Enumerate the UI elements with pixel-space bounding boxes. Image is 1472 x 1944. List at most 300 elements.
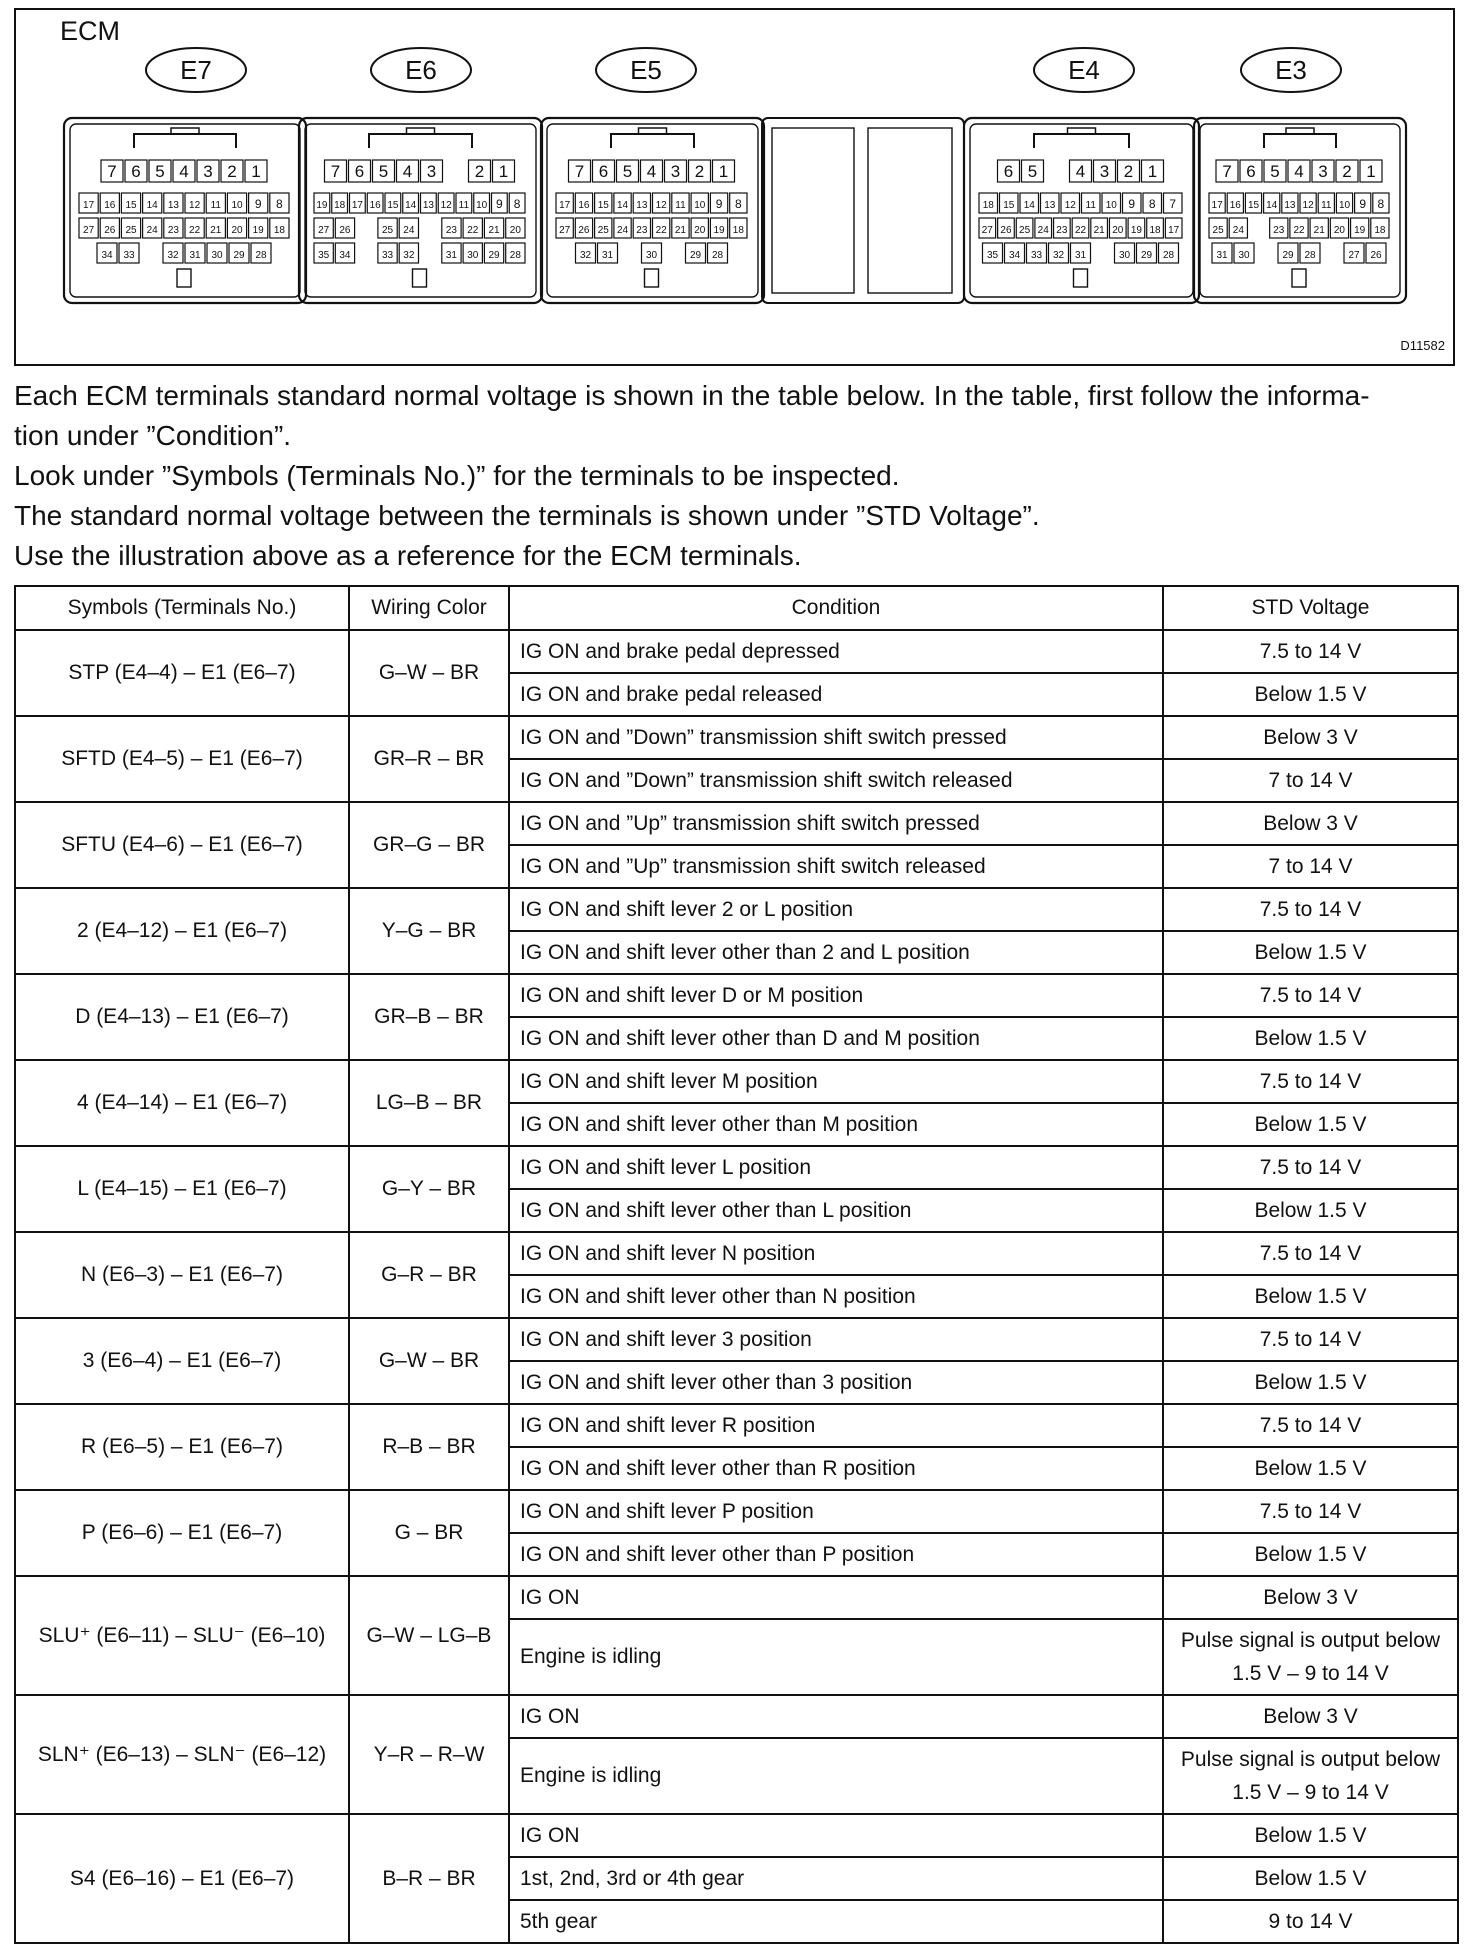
connector-label: E5 [630, 55, 662, 85]
symbol-cell: SLN⁺ (E6–13) – SLN⁻ (E6–12) [15, 1695, 349, 1814]
terminal-pin-number: 11 [458, 200, 470, 211]
symbol-cell: S4 (E6–16) – E1 (E6–7) [15, 1814, 349, 1943]
connector-latch [1264, 134, 1336, 148]
connector-latch [1034, 134, 1129, 148]
wiring-color-cell: G–R – BR [349, 1232, 509, 1318]
std-voltage-cell: Below 1.5 V [1163, 1857, 1458, 1900]
terminal-pin-number: 4 [402, 162, 413, 181]
connector-key [645, 269, 659, 287]
diagram-code: D11582 [1400, 338, 1445, 353]
terminal-pin-number: 25 [1212, 225, 1224, 236]
terminal-pin-number: 31 [189, 250, 201, 261]
terminal-pin-number: 15 [1003, 200, 1015, 211]
terminal-pin-number: 8 [735, 197, 742, 211]
std-voltage-cell: 7.5 to 14 V [1163, 1404, 1458, 1447]
terminal-pin-number: 28 [1162, 250, 1175, 261]
std-voltage-cell: Below 3 V [1163, 1576, 1458, 1619]
terminal-pin-number: 15 [387, 200, 399, 211]
terminal-pin-number: 16 [369, 200, 381, 211]
table-row [15, 1814, 1458, 1857]
table-row [15, 1232, 1458, 1275]
terminal-pin-number: 30 [1118, 250, 1131, 261]
terminal-pin-number: 8 [513, 197, 521, 211]
connector-label: E3 [1275, 55, 1307, 85]
condition-cell: IG ON and shift lever P position [509, 1490, 1163, 1533]
wiring-color-cell: Y–G – BR [349, 888, 509, 974]
terminal-pin-number: 11 [1321, 200, 1332, 211]
std-voltage-cell: Below 1.5 V [1163, 1814, 1458, 1857]
terminal-pin-number: 32 [167, 250, 179, 261]
terminal-pin-number: 23 [1273, 225, 1285, 236]
std-voltage-cell: Below 1.5 V [1163, 931, 1458, 974]
condition-cell: Engine is idling [509, 1619, 1163, 1695]
terminal-pin-number: 17 [1168, 225, 1180, 236]
terminal-pin-number: 15 [1247, 200, 1260, 211]
terminal-pin-number: 19 [713, 225, 725, 236]
table-row [15, 1146, 1458, 1189]
std-voltage-cell: Pulse signal is output below 1.5 V – 9 to 14 V [1163, 1738, 1458, 1814]
terminal-pin-number: 34 [339, 250, 351, 261]
wiring-color-cell: G – BR [349, 1490, 509, 1576]
terminal-pin-number: 21 [1093, 225, 1105, 236]
symbol-cell: N (E6–3) – E1 (E6–7) [15, 1232, 349, 1318]
condition-cell: IG ON and ”Up” transmission shift switch pressed [509, 802, 1163, 845]
terminal-pin-number: 27 [83, 225, 95, 236]
terminal-pin-number: 10 [476, 200, 488, 211]
terminal-pin-number: 24 [616, 225, 629, 236]
terminal-pin-number: 6 [131, 162, 141, 181]
terminal-pin-number: 18 [732, 225, 744, 236]
connector-key [413, 269, 427, 287]
terminal-pin-number: 30 [467, 250, 479, 261]
terminal-pin-number: 5 [1027, 162, 1038, 181]
terminal-pin-number: 4 [646, 162, 657, 181]
terminal-pin-number: 10 [694, 200, 706, 211]
table-row [15, 1318, 1458, 1361]
terminal-pin-number: 4 [179, 162, 189, 181]
terminal-pin-number: 5 [378, 162, 389, 181]
connector-label: E6 [405, 55, 437, 85]
terminal-pin-number: 18 [1149, 225, 1161, 236]
terminal-pin-number: 14 [616, 200, 629, 211]
terminal-pin-number: 17 [559, 200, 571, 211]
condition-cell: IG ON and shift lever other than N position [509, 1275, 1163, 1318]
terminal-pin-number: 10 [231, 200, 243, 211]
condition-cell: IG ON and shift lever other than R position [509, 1447, 1163, 1490]
std-voltage-cell: Below 3 V [1163, 1695, 1458, 1738]
intro-line: The standard normal voltage between the terminals is shown under ”STD Voltage”. [14, 500, 1040, 531]
terminal-pin-number: 4 [1075, 162, 1086, 181]
terminal-pin-number: 3 [1099, 162, 1110, 181]
terminal-pin-number: 26 [578, 225, 590, 236]
terminal-pin-number: 9 [1128, 197, 1136, 211]
terminal-pin-number: 3 [203, 162, 213, 181]
terminal-pin-number: 22 [189, 225, 201, 236]
terminal-pin-number: 29 [1140, 250, 1153, 261]
terminal-pin-number: 29 [689, 250, 702, 261]
terminal-pin-number: 7 [107, 162, 117, 181]
terminal-pin-number: 6 [1003, 162, 1014, 181]
terminal-pin-number: 10 [1105, 200, 1117, 211]
std-voltage-cell: Below 3 V [1163, 802, 1458, 845]
header-std-voltage: STD Voltage [1163, 586, 1458, 630]
terminal-pin-number: 35 [318, 250, 330, 261]
condition-cell: IG ON and brake pedal released [509, 673, 1163, 716]
ecm-connector-diagram [14, 8, 1455, 366]
header-symbols: Symbols (Terminals No.) [15, 586, 349, 630]
terminal-pin-number: 18 [273, 225, 285, 236]
terminal-pin-number: 13 [422, 200, 434, 211]
std-voltage-cell: 7 to 14 V [1163, 759, 1458, 802]
wiring-color-cell: GR–R – BR [349, 716, 509, 802]
terminal-pin-number: 14 [405, 200, 417, 211]
condition-cell: IG ON and shift lever 2 or L position [509, 888, 1163, 931]
terminal-pin-number: 9 [496, 197, 503, 211]
terminal-pin-number: 2 [227, 162, 237, 181]
terminal-pin-number: 16 [104, 200, 116, 211]
intro-line: tion under ”Condition”. [14, 420, 292, 451]
terminal-pin-number: 29 [1282, 250, 1294, 261]
terminal-pin-number: 28 [1304, 250, 1316, 261]
terminal-pin-number: 32 [403, 250, 415, 261]
condition-cell: IG ON [509, 1576, 1163, 1619]
blank-housing [762, 118, 964, 303]
condition-cell: IG ON and shift lever D or M position [509, 974, 1163, 1017]
condition-cell: IG ON and shift lever other than 3 position [509, 1361, 1163, 1404]
terminal-pin-number: 32 [1052, 250, 1065, 261]
terminal-pin-number: 2 [1342, 162, 1352, 181]
terminal-pin-number: 24 [1232, 225, 1244, 236]
std-voltage-cell: 7.5 to 14 V [1163, 1232, 1458, 1275]
std-voltage-cell: 7.5 to 14 V [1163, 630, 1458, 673]
terminal-voltage-table [14, 585, 1459, 1944]
terminal-pin-number: 5 [1270, 162, 1280, 181]
condition-cell: IG ON and ”Down” transmission shift switch released [509, 759, 1163, 802]
symbol-cell: 4 (E4–14) – E1 (E6–7) [15, 1060, 349, 1146]
table-row [15, 1695, 1458, 1738]
wiring-color-cell: B–R – BR [349, 1814, 509, 1943]
terminal-pin-number: 1 [1366, 162, 1376, 181]
wiring-color-cell: Y–R – R–W [349, 1695, 509, 1814]
std-voltage-cell: Below 1.5 V [1163, 1103, 1458, 1146]
condition-cell: Engine is idling [509, 1738, 1163, 1814]
wiring-color-cell: G–W – LG–B [349, 1576, 509, 1695]
std-voltage-cell: 9 to 14 V [1163, 1900, 1458, 1943]
terminal-pin-number: 35 [986, 250, 999, 261]
connector-latch [134, 134, 236, 148]
terminal-pin-number: 22 [467, 225, 479, 236]
table-row [15, 1060, 1458, 1103]
connector-latch [369, 134, 472, 148]
terminal-pin-number: 13 [167, 200, 179, 211]
std-voltage-cell: 7.5 to 14 V [1163, 1490, 1458, 1533]
table-row [15, 716, 1458, 759]
table-row [15, 1490, 1458, 1533]
terminal-pin-number: 5 [622, 162, 633, 181]
terminal-pin-number: 1 [498, 162, 509, 181]
terminal-pin-number: 4 [1294, 162, 1304, 181]
terminal-pin-number: 8 [276, 197, 283, 211]
condition-cell: IG ON [509, 1695, 1163, 1738]
condition-cell: IG ON [509, 1814, 1163, 1857]
condition-cell: IG ON and shift lever other than P position [509, 1533, 1163, 1576]
terminal-pin-number: 18 [334, 200, 346, 211]
terminal-pin-number: 28 [255, 250, 267, 261]
terminal-pin-number: 9 [1359, 197, 1367, 211]
terminal-pin-number: 2 [694, 162, 705, 181]
terminal-pin-number: 19 [316, 200, 328, 211]
table-row [15, 1404, 1458, 1447]
condition-cell: IG ON and shift lever other than M position [509, 1103, 1163, 1146]
terminal-pin-number: 5 [155, 162, 165, 181]
terminal-pin-number: 26 [1000, 225, 1012, 236]
terminal-pin-number: 31 [601, 250, 614, 261]
symbol-cell: 3 (E6–4) – E1 (E6–7) [15, 1318, 349, 1404]
std-voltage-cell: Pulse signal is output below 1.5 V – 9 to 14 V [1163, 1619, 1458, 1695]
terminal-pin-number: 27 [981, 225, 993, 236]
terminal-pin-number: 25 [381, 225, 394, 236]
wiring-color-cell: G–Y – BR [349, 1146, 509, 1232]
std-voltage-cell: 7.5 to 14 V [1163, 974, 1458, 1017]
terminal-pin-number: 26 [104, 225, 116, 236]
terminal-pin-number: 34 [1008, 250, 1021, 261]
terminal-pin-number: 29 [488, 250, 500, 261]
terminal-pin-number: 3 [426, 162, 437, 181]
terminal-pin-number: 23 [636, 225, 648, 236]
terminal-pin-number: 18 [1374, 225, 1386, 236]
connector-key [1292, 269, 1306, 287]
table-row [15, 888, 1458, 931]
terminal-pin-number: 16 [1229, 200, 1241, 211]
intro-line: Look under ”Symbols (Terminals No.)” for the terminals to be inspected. [14, 460, 900, 491]
terminal-pin-number: 21 [210, 225, 222, 236]
terminal-pin-number: 14 [146, 200, 158, 211]
wiring-color-cell: LG–B – BR [349, 1060, 509, 1146]
terminal-pin-number: 1 [1147, 162, 1158, 181]
std-voltage-cell: 7.5 to 14 V [1163, 888, 1458, 931]
terminal-pin-number: 11 [210, 200, 221, 211]
terminal-pin-number: 25 [1019, 225, 1031, 236]
terminal-pin-number: 9 [254, 197, 262, 211]
terminal-pin-number: 33 [1030, 250, 1043, 261]
terminal-pin-number: 15 [125, 200, 137, 211]
condition-cell: IG ON and shift lever other than L position [509, 1189, 1163, 1232]
connector-label: E7 [180, 55, 212, 85]
condition-cell: IG ON and shift lever other than D and M position [509, 1017, 1163, 1060]
terminal-pin-number: 14 [1023, 200, 1035, 211]
wiring-color-cell: G–W – BR [349, 630, 509, 716]
table-row [15, 1576, 1458, 1619]
terminal-pin-number: 17 [83, 200, 95, 211]
std-voltage-cell: Below 1.5 V [1163, 1189, 1458, 1232]
terminal-pin-number: 10 [1338, 200, 1351, 211]
terminal-pin-number: 17 [1211, 200, 1223, 211]
std-voltage-cell: Below 1.5 V [1163, 1361, 1458, 1404]
terminal-pin-number: 6 [1246, 162, 1256, 181]
terminal-pin-number: 31 [445, 250, 458, 261]
terminal-pin-number: 22 [655, 225, 667, 236]
terminal-pin-number: 11 [675, 200, 686, 211]
terminal-pin-number: 13 [1284, 200, 1296, 211]
symbol-cell: SFTU (E4–6) – E1 (E6–7) [15, 802, 349, 888]
terminal-pin-number: 20 [1333, 225, 1346, 236]
intro-line: Each ECM terminals standard normal voltage is shown in the table below. In the table, first follow the informa- [14, 380, 1370, 411]
terminal-pin-number: 25 [125, 225, 137, 236]
terminal-pin-number: 14 [1266, 200, 1278, 211]
terminal-pin-number: 2 [474, 162, 485, 181]
terminal-pin-number: 1 [251, 162, 261, 181]
terminal-pin-number: 29 [233, 250, 245, 261]
symbol-cell: L (E4–15) – E1 (E6–7) [15, 1146, 349, 1232]
condition-cell: IG ON and ”Down” transmission shift switch pressed [509, 716, 1163, 759]
terminal-pin-number: 33 [381, 250, 394, 261]
condition-cell: 5th gear [509, 1900, 1163, 1943]
terminal-pin-number: 20 [694, 225, 706, 236]
terminal-pin-number: 7 [1222, 162, 1232, 181]
terminal-pin-number: 11 [1085, 200, 1096, 211]
terminal-pin-number: 6 [598, 162, 609, 181]
terminal-pin-number: 31 [1216, 250, 1228, 261]
condition-cell: IG ON and shift lever R position [509, 1404, 1163, 1447]
table-header-row [15, 586, 1458, 630]
terminal-pin-number: 16 [578, 200, 590, 211]
terminal-pin-number: 23 [1056, 225, 1068, 236]
terminal-pin-number: 1 [718, 162, 729, 181]
terminal-pin-number: 7 [574, 162, 585, 181]
terminal-pin-number: 12 [1064, 200, 1076, 211]
terminal-pin-number: 12 [440, 200, 452, 211]
terminal-pin-number: 19 [1130, 225, 1142, 236]
terminal-pin-number: 20 [231, 225, 243, 236]
wiring-color-cell: R–B – BR [349, 1404, 509, 1490]
std-voltage-cell: 7.5 to 14 V [1163, 1060, 1458, 1103]
terminal-pin-number: 19 [252, 225, 264, 236]
connector-latch [611, 134, 694, 148]
terminal-pin-number: 30 [645, 250, 658, 261]
terminal-pin-number: 18 [982, 200, 994, 211]
table-row [15, 630, 1458, 673]
terminal-pin-number: 25 [597, 225, 609, 236]
terminal-pin-number: 27 [318, 225, 330, 236]
terminal-pin-number: 31 [1074, 250, 1087, 261]
symbol-cell: 2 (E4–12) – E1 (E6–7) [15, 888, 349, 974]
std-voltage-cell: Below 1.5 V [1163, 673, 1458, 716]
terminal-pin-number: 22 [1074, 225, 1087, 236]
terminal-pin-number: 19 [1354, 225, 1366, 236]
terminal-pin-number: 24 [403, 225, 415, 236]
std-voltage-cell: Below 1.5 V [1163, 1275, 1458, 1318]
terminal-pin-number: 24 [1037, 225, 1049, 236]
condition-cell: IG ON and shift lever other than 2 and L position [509, 931, 1163, 974]
terminal-pin-number: 15 [597, 200, 609, 211]
condition-cell: IG ON and brake pedal depressed [509, 630, 1163, 673]
terminal-pin-number: 13 [636, 200, 648, 211]
std-voltage-cell: 7 to 14 V [1163, 845, 1458, 888]
symbol-cell: P (E6–6) – E1 (E6–7) [15, 1490, 349, 1576]
terminal-pin-number: 27 [1348, 250, 1360, 261]
wiring-color-cell: GR–B – BR [349, 974, 509, 1060]
condition-cell: IG ON and shift lever M position [509, 1060, 1163, 1103]
terminal-pin-number: 23 [167, 225, 179, 236]
connector-label: E4 [1068, 55, 1100, 85]
condition-cell: IG ON and shift lever L position [509, 1146, 1163, 1189]
terminal-pin-number: 30 [211, 250, 223, 261]
diagram-title: ECM [60, 16, 120, 46]
condition-cell: IG ON and shift lever 3 position [509, 1318, 1163, 1361]
terminal-pin-number: 12 [655, 200, 667, 211]
std-voltage-cell: 7.5 to 14 V [1163, 1318, 1458, 1361]
terminal-pin-number: 33 [123, 250, 135, 261]
terminal-pin-number: 2 [1123, 162, 1134, 181]
condition-cell: IG ON and ”Up” transmission shift switch released [509, 845, 1163, 888]
std-voltage-cell: Below 1.5 V [1163, 1447, 1458, 1490]
terminal-pin-number: 21 [674, 225, 687, 236]
terminal-pin-number: 3 [670, 162, 681, 181]
symbol-cell: SFTD (E4–5) – E1 (E6–7) [15, 716, 349, 802]
header-condition: Condition [509, 586, 1163, 630]
symbol-cell: STP (E4–4) – E1 (E6–7) [15, 630, 349, 716]
terminal-pin-number: 22 [1293, 225, 1305, 236]
intro-line: Use the illustration above as a reference for the ECM terminals. [14, 540, 802, 571]
terminal-pin-number: 24 [146, 225, 158, 236]
terminal-pin-number: 26 [1370, 250, 1382, 261]
intro-text [14, 376, 1459, 576]
table-row [15, 802, 1458, 845]
condition-cell: IG ON and shift lever N position [509, 1232, 1163, 1275]
terminal-pin-number: 8 [1148, 197, 1156, 211]
std-voltage-cell: Below 1.5 V [1163, 1017, 1458, 1060]
wiring-color-cell: GR–G – BR [349, 802, 509, 888]
terminal-pin-number: 23 [445, 225, 458, 236]
terminal-pin-number: 21 [1313, 225, 1325, 236]
terminal-pin-number: 12 [1302, 200, 1314, 211]
terminal-pin-number: 6 [354, 162, 365, 181]
table-row [15, 974, 1458, 1017]
terminal-pin-number: 28 [711, 250, 724, 261]
terminal-pin-number: 8 [1377, 197, 1385, 211]
wiring-color-cell: G–W – BR [349, 1318, 509, 1404]
connector-key [1074, 269, 1088, 287]
terminal-pin-number: 32 [579, 250, 592, 261]
terminal-pin-number: 20 [509, 225, 521, 236]
terminal-pin-number: 21 [488, 225, 500, 236]
terminal-pin-number: 17 [351, 200, 363, 211]
terminal-pin-number: 7 [330, 162, 341, 181]
terminal-pin-number: 20 [1112, 225, 1124, 236]
terminal-pin-number: 28 [509, 250, 521, 261]
blank-housing-cell [772, 128, 854, 293]
terminal-pin-number: 27 [559, 225, 571, 236]
std-voltage-cell: Below 1.5 V [1163, 1533, 1458, 1576]
terminal-pin-number: 12 [189, 200, 201, 211]
terminal-pin-number: 26 [339, 225, 351, 236]
header-wiring-color: Wiring Color [349, 586, 509, 630]
std-voltage-cell: Below 3 V [1163, 716, 1458, 759]
terminal-pin-number: 34 [101, 250, 113, 261]
symbol-cell: D (E4–13) – E1 (E6–7) [15, 974, 349, 1060]
connector-key [177, 269, 191, 287]
connector-illustration [16, 10, 1452, 363]
symbol-cell: SLU⁺ (E6–11) – SLU⁻ (E6–10) [15, 1576, 349, 1695]
std-voltage-cell: 7.5 to 14 V [1163, 1146, 1458, 1189]
symbol-cell: R (E6–5) – E1 (E6–7) [15, 1404, 349, 1490]
terminal-pin-number: 13 [1044, 200, 1056, 211]
terminal-pin-number: 30 [1238, 250, 1250, 261]
condition-cell: 1st, 2nd, 3rd or 4th gear [509, 1857, 1163, 1900]
terminal-pin-number: 9 [715, 197, 723, 211]
blank-housing-cell [868, 128, 952, 293]
terminal-pin-number: 7 [1169, 197, 1177, 211]
